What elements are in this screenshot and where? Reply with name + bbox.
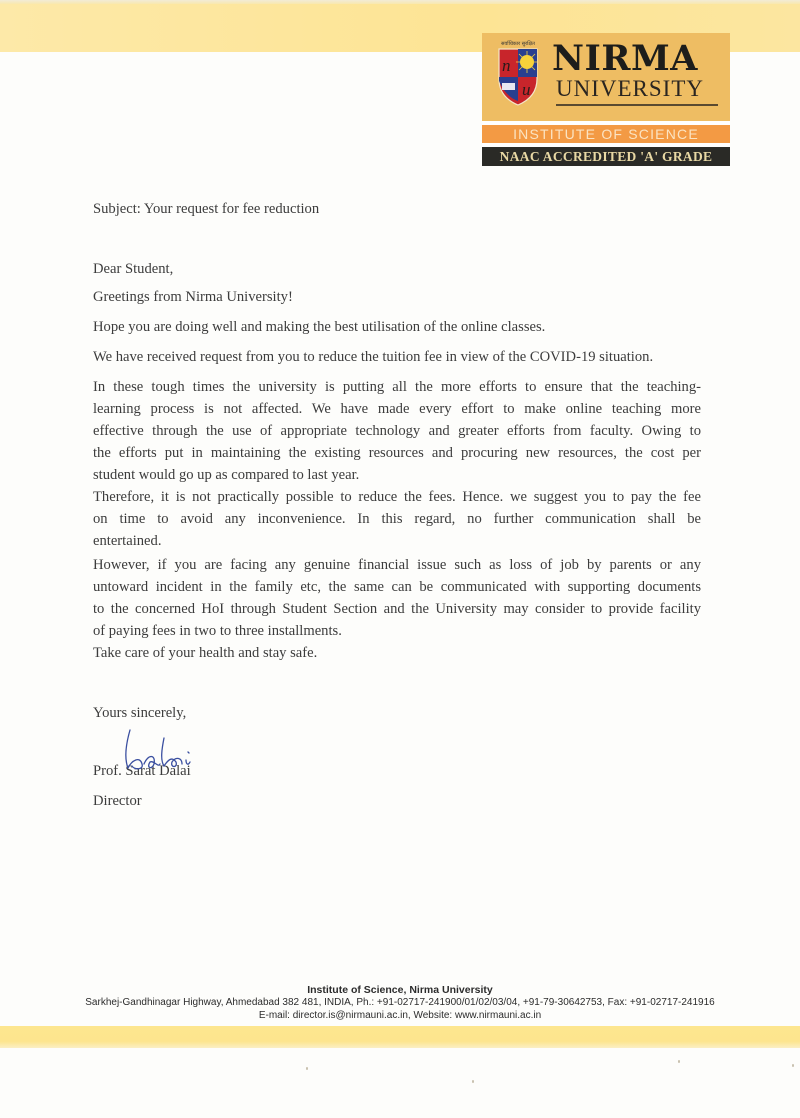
footer-institute-name: Institute of Science, Nirma University bbox=[307, 984, 493, 996]
logo-underline bbox=[556, 104, 718, 106]
footer-address: Sarkhej-Gandhinagar Highway, Ahmedabad 382 481, INDIA, Ph.: +91-02717-241900/01/02/03/04, +91-79-30642753, Fax: +91-02717-241916 bbox=[85, 997, 715, 1008]
paragraph-5 bbox=[93, 554, 701, 642]
paragraph-3-line: the efforts put in maintaining the existing resources and procuring new resources, the cost per bbox=[93, 445, 701, 461]
paragraph-3-line: student would go up as compared to last year. bbox=[93, 467, 360, 483]
paragraph-4 bbox=[93, 486, 701, 552]
paper-speck bbox=[678, 1060, 680, 1063]
shield-emblem-icon bbox=[496, 41, 540, 107]
paper-speck bbox=[792, 1064, 794, 1067]
university-logo bbox=[482, 33, 730, 166]
handwritten-signature bbox=[120, 724, 200, 774]
paragraph-4-line: Therefore, it is not practically possible to reduce the fees. Hence. we suggest you to pay the fee bbox=[93, 489, 701, 505]
accreditation-banner: NAAC ACCREDITED 'A' GRADE bbox=[482, 147, 730, 166]
paragraph-4-line: entertained. bbox=[93, 533, 162, 549]
footer-contact: E-mail: director.is@nirmauni.ac.in, Website: www.nirmauni.ac.in bbox=[258, 1010, 542, 1021]
emblem-letter-u: u bbox=[522, 80, 531, 99]
university-subtitle: UNIVERSITY bbox=[556, 76, 704, 101]
greeting: Greetings from Nirma University! bbox=[93, 289, 293, 305]
signatory-name: Prof. Sarat Dalai bbox=[93, 763, 191, 779]
valediction: Yours sincerely, bbox=[93, 705, 187, 721]
salutation: Dear Student, bbox=[93, 261, 174, 277]
paragraph-3-line: In these tough times the university is putting all the more efforts to ensure that the teaching- bbox=[93, 379, 701, 395]
paragraph-3-line: learning process is not affected. We have made every effort to make online teaching more bbox=[93, 401, 701, 417]
letterhead-bottom-band bbox=[0, 1026, 800, 1048]
paragraph-5-line: to the concerned HoI through Student Section and the University may consider to provide facility bbox=[93, 601, 701, 617]
paragraph-1: Hope you are doing well and making the best utilisation of the online classes. bbox=[93, 319, 546, 335]
shield-icon bbox=[496, 41, 540, 107]
paragraph-3-line: effective through the use of appropriate technology and greater efforts from faculty. Owing to bbox=[93, 423, 701, 439]
paragraph-5-line: of paying fees in two to three installments. bbox=[93, 623, 342, 639]
signatory-designation: Director bbox=[93, 793, 142, 809]
paragraph-3 bbox=[93, 376, 701, 486]
university-name: NIRMA bbox=[552, 38, 698, 79]
closing-line: Take care of your health and stay safe. bbox=[93, 645, 318, 661]
subject-line: Subject: Your request for fee reduction bbox=[93, 201, 320, 217]
institute-banner: INSTITUTE OF SCIENCE bbox=[482, 125, 730, 143]
paper-speck bbox=[306, 1067, 308, 1070]
paragraph-4-line: on time to avoid any inconvenience. In this regard, no further communication shall be bbox=[93, 511, 701, 527]
emblem-letter-n: n bbox=[502, 56, 511, 75]
emblem-motto: सर्वाधिकार सुरक्षित bbox=[501, 41, 535, 47]
paragraph-5-line: untoward incident in the family etc, the same can be communicated with supporting documents bbox=[93, 579, 701, 595]
paragraph-2: We have received request from you to reduce the tuition fee in view of the COVID-19 situation. bbox=[93, 349, 654, 365]
paragraph-5-line: However, if you are facing any genuine financial issue such as loss of job by parents or any bbox=[93, 557, 701, 573]
paper-speck bbox=[472, 1080, 474, 1083]
logo-main-panel bbox=[482, 33, 730, 121]
